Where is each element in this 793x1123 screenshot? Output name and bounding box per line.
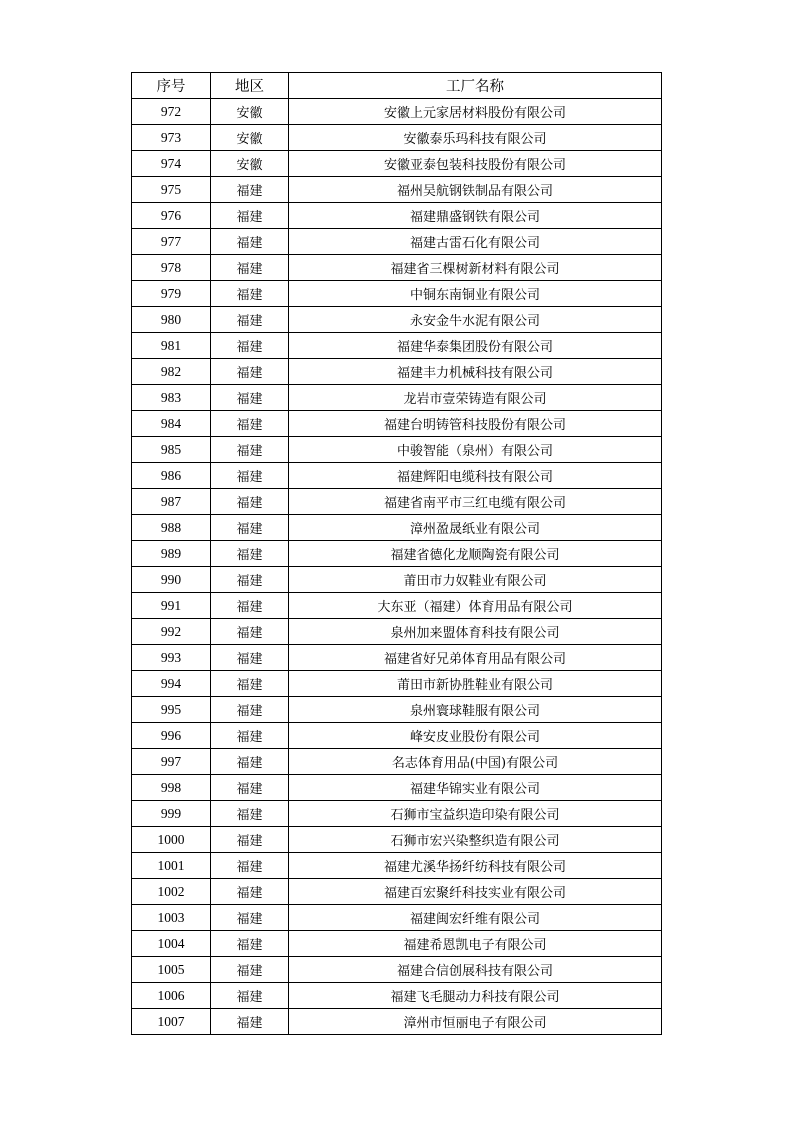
cell-index: 999 [132, 801, 211, 827]
cell-factory-name: 福建省三棵树新材料有限公司 [289, 255, 662, 281]
table-row [132, 411, 662, 437]
cell-factory-name: 福建百宏聚纤科技实业有限公司 [289, 879, 662, 905]
cell-index: 1007 [132, 1009, 211, 1035]
cell-region: 福建 [211, 931, 289, 957]
cell-index: 991 [132, 593, 211, 619]
cell-factory-name: 福建省南平市三红电缆有限公司 [289, 489, 662, 515]
cell-index: 987 [132, 489, 211, 515]
cell-region: 福建 [211, 307, 289, 333]
table-row [132, 541, 662, 567]
cell-region: 福建 [211, 671, 289, 697]
table-header-row [132, 73, 662, 99]
table-row [132, 801, 662, 827]
cell-index: 998 [132, 775, 211, 801]
cell-region: 福建 [211, 879, 289, 905]
cell-factory-name: 安徽泰乐玛科技有限公司 [289, 125, 662, 151]
table-row [132, 619, 662, 645]
cell-factory-name: 峰安皮业股份有限公司 [289, 723, 662, 749]
cell-index: 1005 [132, 957, 211, 983]
cell-factory-name: 福州吴航钢铁制品有限公司 [289, 177, 662, 203]
table-row [132, 281, 662, 307]
cell-index: 973 [132, 125, 211, 151]
table-row [132, 593, 662, 619]
table-row [132, 255, 662, 281]
cell-factory-name: 石狮市宏兴染整织造有限公司 [289, 827, 662, 853]
table-row [132, 333, 662, 359]
cell-factory-name: 福建鼎盛钢铁有限公司 [289, 203, 662, 229]
cell-region: 福建 [211, 1009, 289, 1035]
table-row [132, 905, 662, 931]
cell-region: 福建 [211, 957, 289, 983]
table-row [132, 827, 662, 853]
cell-factory-name: 福建台明铸管科技股份有限公司 [289, 411, 662, 437]
cell-index: 994 [132, 671, 211, 697]
table-row [132, 645, 662, 671]
cell-region: 安徽 [211, 151, 289, 177]
cell-index: 984 [132, 411, 211, 437]
cell-region: 福建 [211, 411, 289, 437]
cell-region: 福建 [211, 359, 289, 385]
cell-index: 992 [132, 619, 211, 645]
cell-factory-name: 名志体育用品(中国)有限公司 [289, 749, 662, 775]
cell-index: 981 [132, 333, 211, 359]
cell-factory-name: 泉州加来盟体育科技有限公司 [289, 619, 662, 645]
table-row [132, 359, 662, 385]
cell-region: 福建 [211, 619, 289, 645]
cell-index: 986 [132, 463, 211, 489]
cell-region: 福建 [211, 567, 289, 593]
factory-table [131, 72, 662, 1035]
table-row [132, 879, 662, 905]
cell-factory-name: 大东亚（福建）体育用品有限公司 [289, 593, 662, 619]
table-row [132, 125, 662, 151]
cell-factory-name: 福建辉阳电缆科技有限公司 [289, 463, 662, 489]
cell-factory-name: 漳州市恒丽电子有限公司 [289, 1009, 662, 1035]
cell-region: 福建 [211, 385, 289, 411]
cell-region: 福建 [211, 983, 289, 1009]
table-row [132, 463, 662, 489]
cell-index: 976 [132, 203, 211, 229]
cell-index: 978 [132, 255, 211, 281]
table-row [132, 177, 662, 203]
cell-region: 福建 [211, 229, 289, 255]
cell-factory-name: 福建飞毛腿动力科技有限公司 [289, 983, 662, 1009]
table-row [132, 697, 662, 723]
cell-factory-name: 永安金牛水泥有限公司 [289, 307, 662, 333]
table-row [132, 203, 662, 229]
table-row [132, 749, 662, 775]
table-body [132, 99, 662, 1035]
cell-factory-name: 福建闽宏纤维有限公司 [289, 905, 662, 931]
cell-factory-name: 福建华泰集团股份有限公司 [289, 333, 662, 359]
cell-index: 977 [132, 229, 211, 255]
cell-index: 990 [132, 567, 211, 593]
cell-index: 1003 [132, 905, 211, 931]
cell-factory-name: 福建省德化龙顺陶瓷有限公司 [289, 541, 662, 567]
cell-region: 福建 [211, 463, 289, 489]
cell-region: 福建 [211, 645, 289, 671]
cell-region: 福建 [211, 905, 289, 931]
cell-index: 982 [132, 359, 211, 385]
cell-factory-name: 泉州寰球鞋服有限公司 [289, 697, 662, 723]
cell-factory-name: 福建华锦实业有限公司 [289, 775, 662, 801]
cell-index: 1006 [132, 983, 211, 1009]
table-row [132, 671, 662, 697]
cell-region: 福建 [211, 203, 289, 229]
cell-index: 985 [132, 437, 211, 463]
table-row [132, 489, 662, 515]
cell-factory-name: 中铜东南铜业有限公司 [289, 281, 662, 307]
table-row [132, 437, 662, 463]
cell-factory-name: 福建省好兄弟体育用品有限公司 [289, 645, 662, 671]
cell-factory-name: 福建丰力机械科技有限公司 [289, 359, 662, 385]
cell-index: 1002 [132, 879, 211, 905]
cell-factory-name: 莆田市力奴鞋业有限公司 [289, 567, 662, 593]
table-row [132, 957, 662, 983]
cell-region: 福建 [211, 775, 289, 801]
cell-index: 1004 [132, 931, 211, 957]
cell-region: 福建 [211, 697, 289, 723]
header-factory-name: 工厂名称 [289, 73, 662, 99]
cell-region: 福建 [211, 177, 289, 203]
cell-index: 983 [132, 385, 211, 411]
cell-index: 979 [132, 281, 211, 307]
cell-region: 福建 [211, 749, 289, 775]
cell-region: 福建 [211, 853, 289, 879]
cell-region: 福建 [211, 281, 289, 307]
cell-index: 989 [132, 541, 211, 567]
table-row [132, 99, 662, 125]
table-row [132, 931, 662, 957]
table-row [132, 983, 662, 1009]
table-row [132, 567, 662, 593]
header-index: 序号 [132, 73, 211, 99]
cell-region: 安徽 [211, 99, 289, 125]
cell-region: 安徽 [211, 125, 289, 151]
cell-region: 福建 [211, 437, 289, 463]
cell-factory-name: 中骏智能（泉州）有限公司 [289, 437, 662, 463]
cell-factory-name: 莆田市新协胜鞋业有限公司 [289, 671, 662, 697]
cell-region: 福建 [211, 489, 289, 515]
cell-region: 福建 [211, 827, 289, 853]
cell-region: 福建 [211, 593, 289, 619]
cell-region: 福建 [211, 255, 289, 281]
table-row [132, 515, 662, 541]
cell-region: 福建 [211, 541, 289, 567]
cell-factory-name: 石狮市宝益织造印染有限公司 [289, 801, 662, 827]
cell-region: 福建 [211, 723, 289, 749]
cell-region: 福建 [211, 801, 289, 827]
cell-index: 975 [132, 177, 211, 203]
cell-factory-name: 安徽亚泰包装科技股份有限公司 [289, 151, 662, 177]
cell-index: 972 [132, 99, 211, 125]
cell-index: 1000 [132, 827, 211, 853]
cell-factory-name: 漳州盈晟纸业有限公司 [289, 515, 662, 541]
cell-region: 福建 [211, 333, 289, 359]
cell-index: 980 [132, 307, 211, 333]
cell-index: 974 [132, 151, 211, 177]
cell-factory-name: 福建合信创展科技有限公司 [289, 957, 662, 983]
table-row [132, 385, 662, 411]
cell-factory-name: 龙岩市壹荣铸造有限公司 [289, 385, 662, 411]
table-row [132, 723, 662, 749]
cell-factory-name: 安徽上元家居材料股份有限公司 [289, 99, 662, 125]
table-row [132, 1009, 662, 1035]
cell-index: 993 [132, 645, 211, 671]
cell-index: 1001 [132, 853, 211, 879]
cell-index: 997 [132, 749, 211, 775]
table-row [132, 229, 662, 255]
cell-index: 995 [132, 697, 211, 723]
cell-factory-name: 福建尤溪华扬纤纺科技有限公司 [289, 853, 662, 879]
cell-factory-name: 福建古雷石化有限公司 [289, 229, 662, 255]
table-row [132, 775, 662, 801]
table-row [132, 151, 662, 177]
cell-index: 988 [132, 515, 211, 541]
header-region: 地区 [211, 73, 289, 99]
table-row [132, 307, 662, 333]
cell-index: 996 [132, 723, 211, 749]
cell-factory-name: 福建希恩凯电子有限公司 [289, 931, 662, 957]
cell-region: 福建 [211, 515, 289, 541]
table-row [132, 853, 662, 879]
